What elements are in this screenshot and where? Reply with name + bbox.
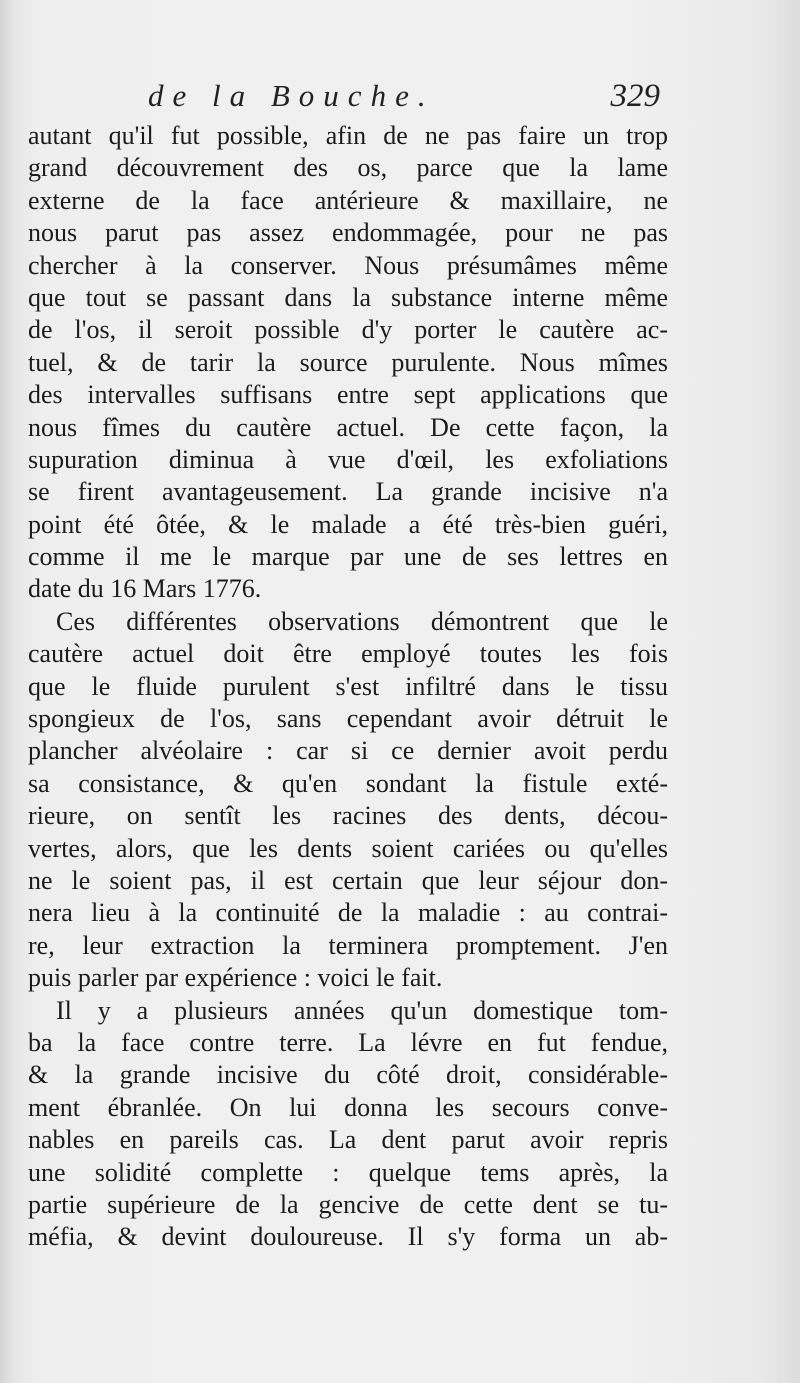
text-line: méfia, & devint douloureuse. Il s'y forma un ab- bbox=[28, 1222, 668, 1252]
text-line: ne le soient pas, il est certain que leur séjour don- bbox=[28, 865, 668, 895]
text-line: ment ébranlée. On lui donna les secours conve- bbox=[28, 1092, 668, 1122]
text-line: de l'os, il seroit possible d'y porter le cautère ac- bbox=[28, 315, 668, 345]
page-number: 329 bbox=[610, 78, 660, 114]
text-line: nous parut pas assez endommagée, pour ne pas bbox=[28, 218, 668, 248]
text-line: autant qu'il fut possible, afin de ne pas faire un trop bbox=[28, 121, 668, 150]
text-line: que le fluide purulent s'est infiltré dans le tissu bbox=[28, 671, 668, 701]
running-title: de la Bouche. bbox=[148, 78, 435, 113]
text-line: externe de la face antérieure & maxillaire, ne bbox=[28, 185, 668, 215]
text-line: vertes, alors, que les dents soient cariées ou qu'elles bbox=[28, 833, 668, 863]
text-line: nera lieu à la continuité de la maladie : au contrai- bbox=[28, 898, 668, 928]
text-line: point été ôtée, & le malade a été très-bien guéri, bbox=[28, 509, 668, 539]
text-line: plancher alvéolaire : car si ce dernier avoit perdu bbox=[28, 736, 668, 766]
text-line: que tout se passant dans la substance interne même bbox=[28, 282, 668, 312]
text-line: & la grande incisive du côté droit, considérable- bbox=[28, 1060, 668, 1090]
text-line: cautère actuel doit être employé toutes les fois bbox=[28, 639, 668, 669]
text-line: nous fîmes du cautère actuel. De cette façon, la bbox=[28, 412, 668, 442]
text-line: partie supérieure de la gencive de cette dent se tu- bbox=[28, 1189, 668, 1219]
text-line: ba la face contre terre. La lévre en fut fendue, bbox=[28, 1027, 668, 1057]
text-line: tuel, & de tarir la source purulente. Nous mîmes bbox=[28, 347, 668, 377]
paragraph-3 bbox=[28, 995, 668, 1254]
text-line: une solidité complette : quelque tems après, la bbox=[28, 1157, 668, 1187]
paragraph-1 bbox=[28, 120, 668, 606]
paragraph-2 bbox=[28, 606, 668, 995]
text-line: Ces différentes observations démontrent que le bbox=[56, 606, 668, 636]
text-line: re, leur extraction la terminera promptement. J'en bbox=[28, 930, 668, 960]
text-line: chercher à la conserver. Nous présumâmes même bbox=[28, 250, 668, 280]
page-header bbox=[148, 76, 668, 116]
text-line: sa consistance, & qu'en sondant la fistule exté- bbox=[28, 768, 668, 798]
text-line: se firent avantageusement. La grande incisive n'a bbox=[28, 477, 668, 507]
text-line: comme il me le marque par une de ses lettres en bbox=[28, 542, 668, 572]
text-line: supuration diminua à vue d'œil, les exfoliations bbox=[28, 444, 668, 474]
text-line: date du 16 Mars 1776. bbox=[28, 574, 262, 604]
text-line: Il y a plusieurs années qu'un domestique tom- bbox=[56, 995, 668, 1025]
text-line: nables en pareils cas. La dent parut avoir repris bbox=[28, 1125, 668, 1155]
text-line: spongieux de l'os, sans cependant avoir détruit le bbox=[28, 704, 668, 734]
body-text bbox=[28, 120, 668, 1254]
text-line: rieure, on sentît les racines des dents, décou- bbox=[28, 801, 668, 831]
text-line: puis parler par expérience : voici le fait. bbox=[28, 963, 443, 993]
text-line: grand découvrement des os, parce que la lame bbox=[28, 153, 668, 183]
text-line: des intervalles suffisans entre sept applications que bbox=[28, 380, 668, 410]
